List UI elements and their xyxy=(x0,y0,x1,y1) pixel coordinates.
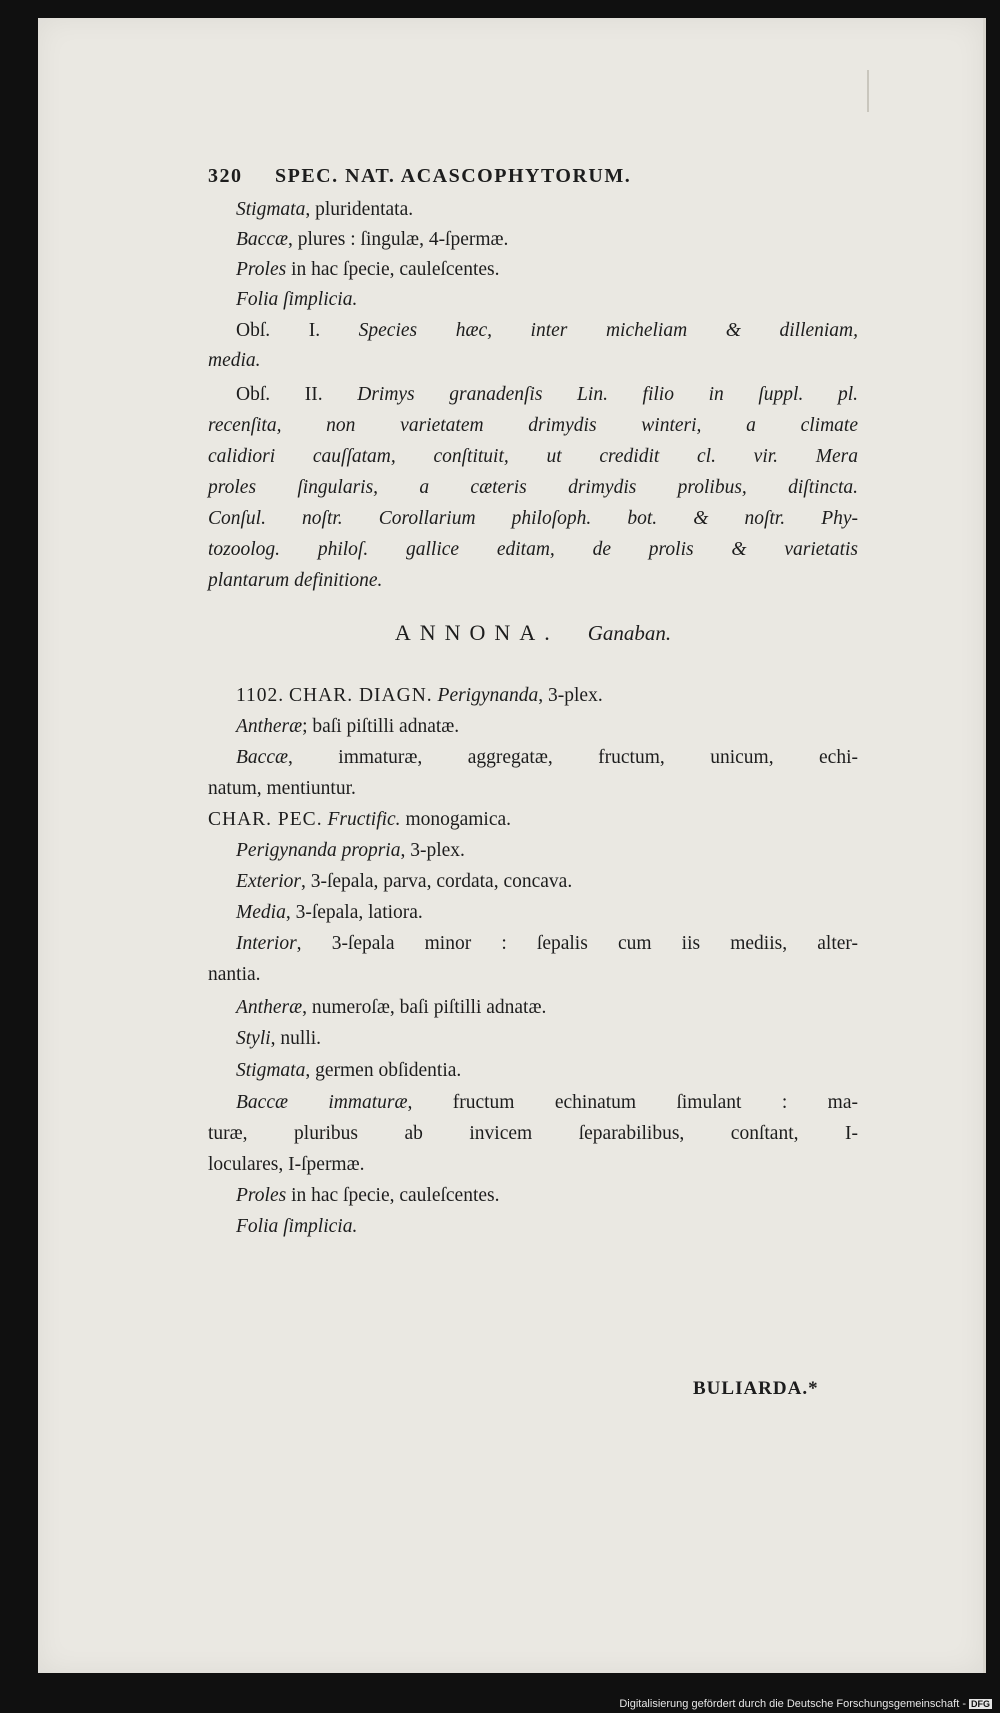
text-line: Baccæ, immaturæ, aggregatæ, fructum, unicum, echi- xyxy=(236,747,858,768)
book-page xyxy=(38,18,986,1673)
text-line: Folia ſimplicia. xyxy=(236,1216,358,1237)
text-line: proles ſingularis, a cæteris drimydis prolibus, diſtincta. xyxy=(208,477,858,498)
text-line: recenſita, non varietatem drimydis winteri, a climate xyxy=(208,415,858,436)
running-head xyxy=(208,165,631,188)
footer-text: Digitalisierung gefördert durch die Deutsche Forschungsgemeinschaft - xyxy=(619,1698,966,1710)
text-line: plantarum definitione. xyxy=(208,570,383,591)
char-diagn: 1102. CHAR. DIAGN. Perigynanda, 3-plex. xyxy=(236,685,603,706)
char-pec: CHAR. PEC. Fructific. monogamica. xyxy=(208,809,512,830)
genus-name: ANNONA. xyxy=(394,620,559,645)
text-line: Exterior, 3-ſepala, parva, cordata, concava. xyxy=(236,871,573,892)
text-line: Stigmata, pluridentata. xyxy=(236,199,414,220)
observation-2: Obſ. II. Drimys granadenſis Lin. filio in ſuppl. pl. xyxy=(236,384,858,405)
genus-vernacular: Ganaban. xyxy=(587,621,672,645)
text-line: Interior, 3-ſepala minor : ſepalis cum iis mediis, alter- xyxy=(236,933,858,954)
catchword: BULIARDA.* xyxy=(693,1378,819,1399)
text-line: Antheræ; baſi piſtilli adnatæ. xyxy=(236,716,460,737)
genus-heading xyxy=(208,620,858,646)
text-line: media. xyxy=(208,350,261,371)
digitization-footer xyxy=(619,1698,992,1710)
page-edge-mark xyxy=(867,70,869,112)
text-line: Conſul. noſtr. Corollarium philoſoph. bot. & noſtr. Phy- xyxy=(208,508,858,529)
text-line: Media, 3-ſepala, latiora. xyxy=(236,902,423,923)
text-line: Stigmata, germen obſidentia. xyxy=(236,1060,462,1081)
text-line: loculares, I-ſpermæ. xyxy=(208,1154,365,1175)
text-line: Baccæ immaturæ, fructum echinatum ſimulant : ma- xyxy=(236,1092,858,1113)
text-line: calidiori cauſſatam, conſtituit, ut credidit cl. vir. Mera xyxy=(208,446,858,467)
observation-1: Obſ. I. Species hæc, inter micheliam & dilleniam, xyxy=(236,320,859,341)
text-line: Perigynanda propria, 3-plex. xyxy=(236,840,465,861)
text-line: Antheræ, numeroſæ, baſi piſtilli adnatæ. xyxy=(236,997,547,1018)
dfg-logo: DFG xyxy=(971,1699,990,1709)
text-line: turæ, pluribus ab invicem ſeparabilibus, conſtant, I- xyxy=(208,1123,858,1144)
text-line: Folia ſimplicia. xyxy=(236,289,358,310)
text-line: Baccæ, plures : ſingulæ, 4-ſpermæ. xyxy=(236,229,509,250)
text-line: natum, mentiuntur. xyxy=(208,778,356,799)
page-number: 320 xyxy=(208,165,243,187)
text-line: Proles in hac ſpecie, cauleſcentes. xyxy=(236,259,500,280)
text-line: Proles in hac ſpecie, cauleſcentes. xyxy=(236,1185,500,1206)
text-line: nantia. xyxy=(208,964,261,985)
text-line: Styli, nulli. xyxy=(236,1028,322,1049)
text-line: tozoolog. philoſ. gallice editam, de prolis & varietatis xyxy=(208,539,858,560)
running-head-title: SPEC. NAT. ACASCOPHYTORUM. xyxy=(275,165,632,187)
